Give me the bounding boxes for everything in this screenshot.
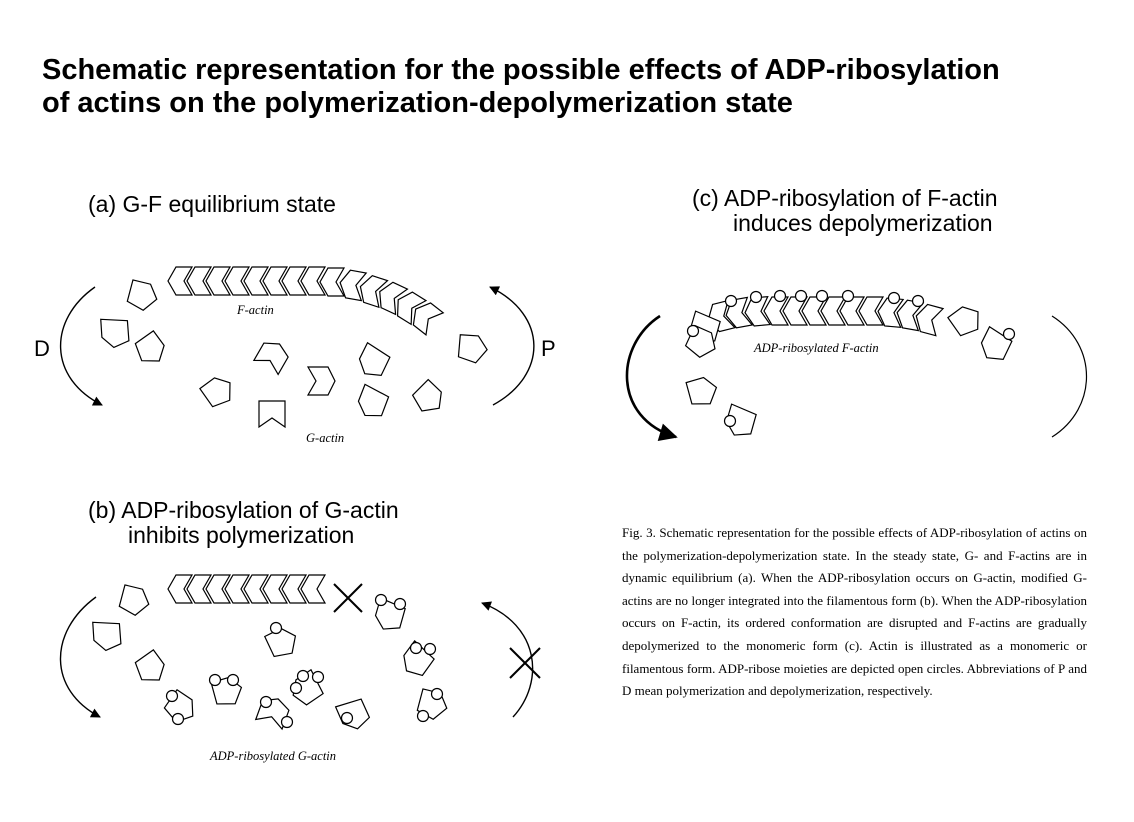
panel-c-filament <box>705 297 943 336</box>
ribosylated-gactin-label: ADP-ribosylated G-actin <box>210 749 337 763</box>
figure-caption: Fig. 3. Schematic representation for the possible effects of ADP-ribosylation of actins on the polymerization-depolymerization state. In the steady state, G- and F-actins are in dynamic equilibrium (a). When the ADP-ribosylation occurs on G-actin, modified G-actins are no longer integrated into the filamentous form (b). When the ADP-ribosylation occurs on F-actin, its ordered conformation are disrupted and F-actins are gradually depolymerized to the monomeric form (c). Actin is illustrated as a monomeric or filamentous form. ADP-ribose moieties are depicted open circles. Abbreviations of P and D mean polymerization and depolymerization, respectively. <box>622 525 1087 699</box>
panel-c-polymerization-arc <box>1052 316 1087 437</box>
panel-a-monomers <box>99 278 489 427</box>
panel-b-ribosylated-monomers <box>161 595 451 734</box>
depolymerization-arrow <box>61 287 102 405</box>
panel-a-filament <box>168 267 443 335</box>
blocked-arrow-cross <box>510 648 540 678</box>
depolymerization-letter: D <box>34 336 50 361</box>
panel-c-heading-line2: induces depolymerization <box>733 210 993 236</box>
panel-b-polymerization-arrow <box>482 603 533 717</box>
blocked-polymerization-cross <box>334 584 362 612</box>
figure-title-line1: Schematic representation for the possible effects of ADP-ribosylation <box>42 54 1000 86</box>
factin-label: F-actin <box>237 303 274 317</box>
panel-b-monomers <box>91 583 170 687</box>
panel-c-depolymerization-arrow <box>627 316 676 437</box>
panel-b-filament <box>168 575 325 603</box>
panel-c <box>627 185 1087 438</box>
panel-a-heading: (a) G-F equilibrium state <box>88 191 336 217</box>
panel-c-heading-line1: (c) ADP-ribosylation of F-actin <box>692 185 998 211</box>
ribosylated-factin-label: ADP-ribosylated F-actin <box>754 341 879 355</box>
figure-title-line2: of actins on the polymerization-depolymerization state <box>42 87 793 119</box>
panel-a <box>34 191 556 445</box>
gactin-label: G-actin <box>306 431 345 445</box>
polymerization-arrow <box>490 287 534 405</box>
polymerization-letter: P <box>541 336 556 361</box>
panel-b-heading-line2: inhibits polymerization <box>128 522 355 548</box>
panel-b <box>60 497 540 763</box>
panel-b-depolymerization-arrow <box>60 597 100 717</box>
panel-b-heading-line1: (b) ADP-ribosylation of G-actin <box>88 497 399 523</box>
